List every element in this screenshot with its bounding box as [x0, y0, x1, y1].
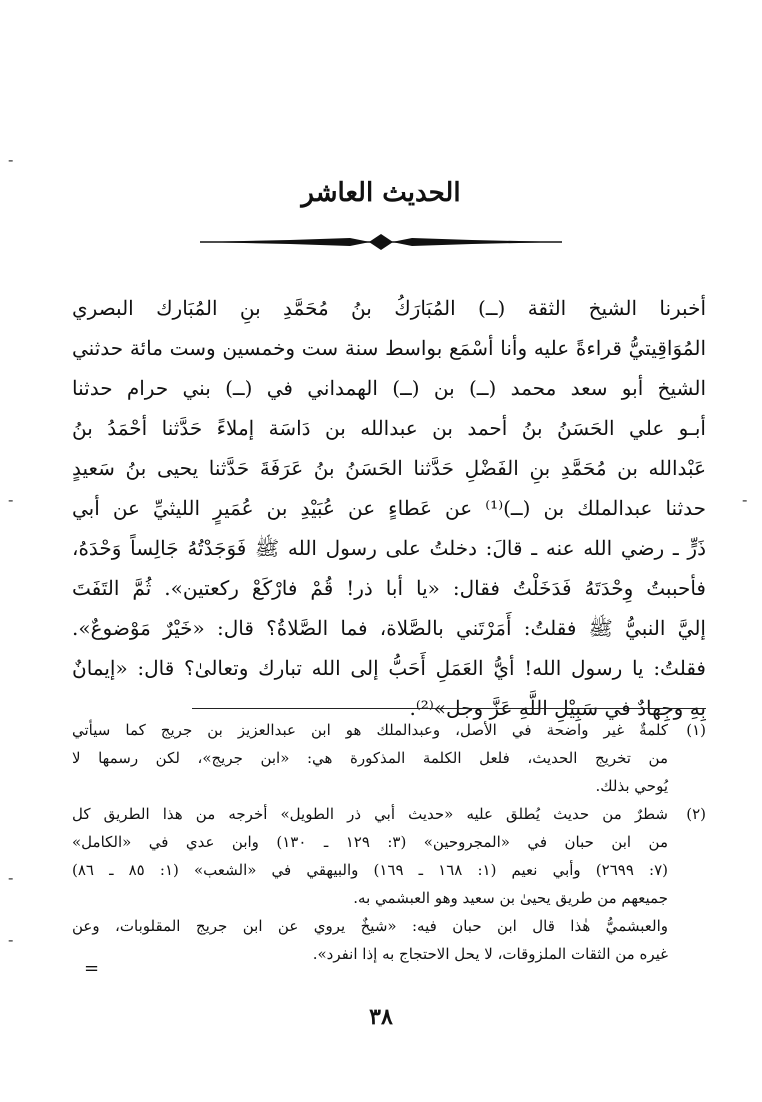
footnote-line: جميعهم من طريق يحيىٰ بن سعيد وهو العبشمي به. [353, 889, 668, 907]
footnote-line: من تخريج الحديث، فلعل الكلمة المذكورة هي: «ابن جريج»، لكن رسمها لا [72, 749, 668, 767]
footnote-marker: (١) [686, 721, 706, 739]
scan-mark-icon: - [8, 868, 14, 887]
scan-mark-icon: - [8, 930, 14, 949]
text-line: ذَرٍّ ـ رضي الله عنه ـ قالَ: دخلتُ على رسول الله ﷺ فَوَجَدْتُهُ جَالِساً وَحْدَهُ، [72, 536, 706, 560]
chapter-heading: الحديث العاشر [301, 178, 461, 208]
footnote-line: (١)كلمةٌ غير واضحة في الأصل، وعبدالملك هو ابن عبدالعزيز بن جريج كما سيأتي [72, 716, 706, 744]
footnote-line: والعبشميُّ هٰذا قال ابن حبان فيه: «شيخٌ يروي عن ابن جريج المقلوبات، وعن [72, 917, 668, 935]
text-line: فقلتُ: يا رسول الله! أيُّ العَمَلِ أَحَبُّ إلى الله تبارك وتعالىٰ؟ قال: «إيمانٌ [72, 656, 706, 680]
hadith-text [72, 288, 706, 728]
text-line: الشيخ أبو سعد محمد (ــ) بن (ــ) الهمداني في (ــ) بني حرام حدثنا [72, 376, 706, 400]
footnote-line: (٧: ٢٦٩٩) وأبي نعيم (١: ١٦٨ ـ ١٦٩) والبيهقي في «الشعب» (١: ٨٥ ـ ٨٦) [72, 861, 668, 879]
footnote-marker: (٢) [686, 805, 706, 823]
scan-mark-icon: - [8, 150, 14, 169]
footnote-line: من ابن حبان في «المجروحين» (٣: ١٢٩ ـ ١٣٠) وابن عدي في «الكامل» [72, 833, 668, 851]
text-line: حدثنا عبدالملك بن (ــ)⁽¹⁾ عن عَطاءٍ عن عُبَيْدِ بن عُمَيرٍ الليثيِّ عن أبي [72, 496, 706, 520]
text-line: عَبْدالله بن مُحَمَّدِ بنِ الفَضْلِ حَدَّثنا الحَسَنُ بنُ عَرَفَةَ حَدَّثنا يحيى بنُ سَعيدٍ [72, 456, 706, 480]
text-line: المُوَاقِيتيُّ قراءةً عليه وأنا أسْمَع بواسط سنة ست وخمسين وست مائة حدثني [72, 336, 706, 360]
text-line: أبـو علي الحَسَنُ بنُ أحمد بن عبدالله بن دَاسَة إملاءً حَدَّثنا أحْمَدُ بنُ [72, 416, 706, 440]
scan-mark-icon: - [8, 490, 14, 509]
footnote-separator [192, 708, 706, 709]
text-line: فأحببتُ وِحْدَتَهُ فَدَخَلْتُ فقال: «يا أبا ذر! قُمْ فارْكَعْ ركعتين». ثُمَّ التَفَتَ [72, 576, 706, 600]
footnote-line: يُوحي بذلك. [595, 777, 668, 795]
text-line: إليَّ النبيُّ ﷺ فقلتُ: أَمَرْتَني بالصَّلاة، فما الصَّلاةُ؟ قال: «خَيْرٌ مَوْضوعٌ». [72, 616, 706, 640]
ornament-divider-icon [200, 232, 562, 252]
footnote-line: (٢)شطرٌ من حديث يُطلق عليه «حديث أبي ذر الطويل» أخرجه من هذا الطريق كل [72, 800, 706, 828]
continuation-mark: = [84, 958, 100, 979]
scan-mark-icon: - [742, 490, 748, 509]
page-number: ٣٨ [369, 1004, 393, 1030]
text-line: أخبرنا الشيخ الثقة (ــ) المُبَارَكُ بنُ مُحَمَّدِ بنِ المُبَارك البصري [72, 296, 706, 320]
footnotes [72, 716, 706, 968]
text-line: بِهِ وجِهادٌ في سَبِيْلِ اللَّهِ عَزَّ وجل»⁽²⁾. [409, 696, 706, 720]
footnote-line: غيره من الثقات الملزوقات، لا يحل الاحتجاج به إذا انفرد». [312, 945, 668, 963]
